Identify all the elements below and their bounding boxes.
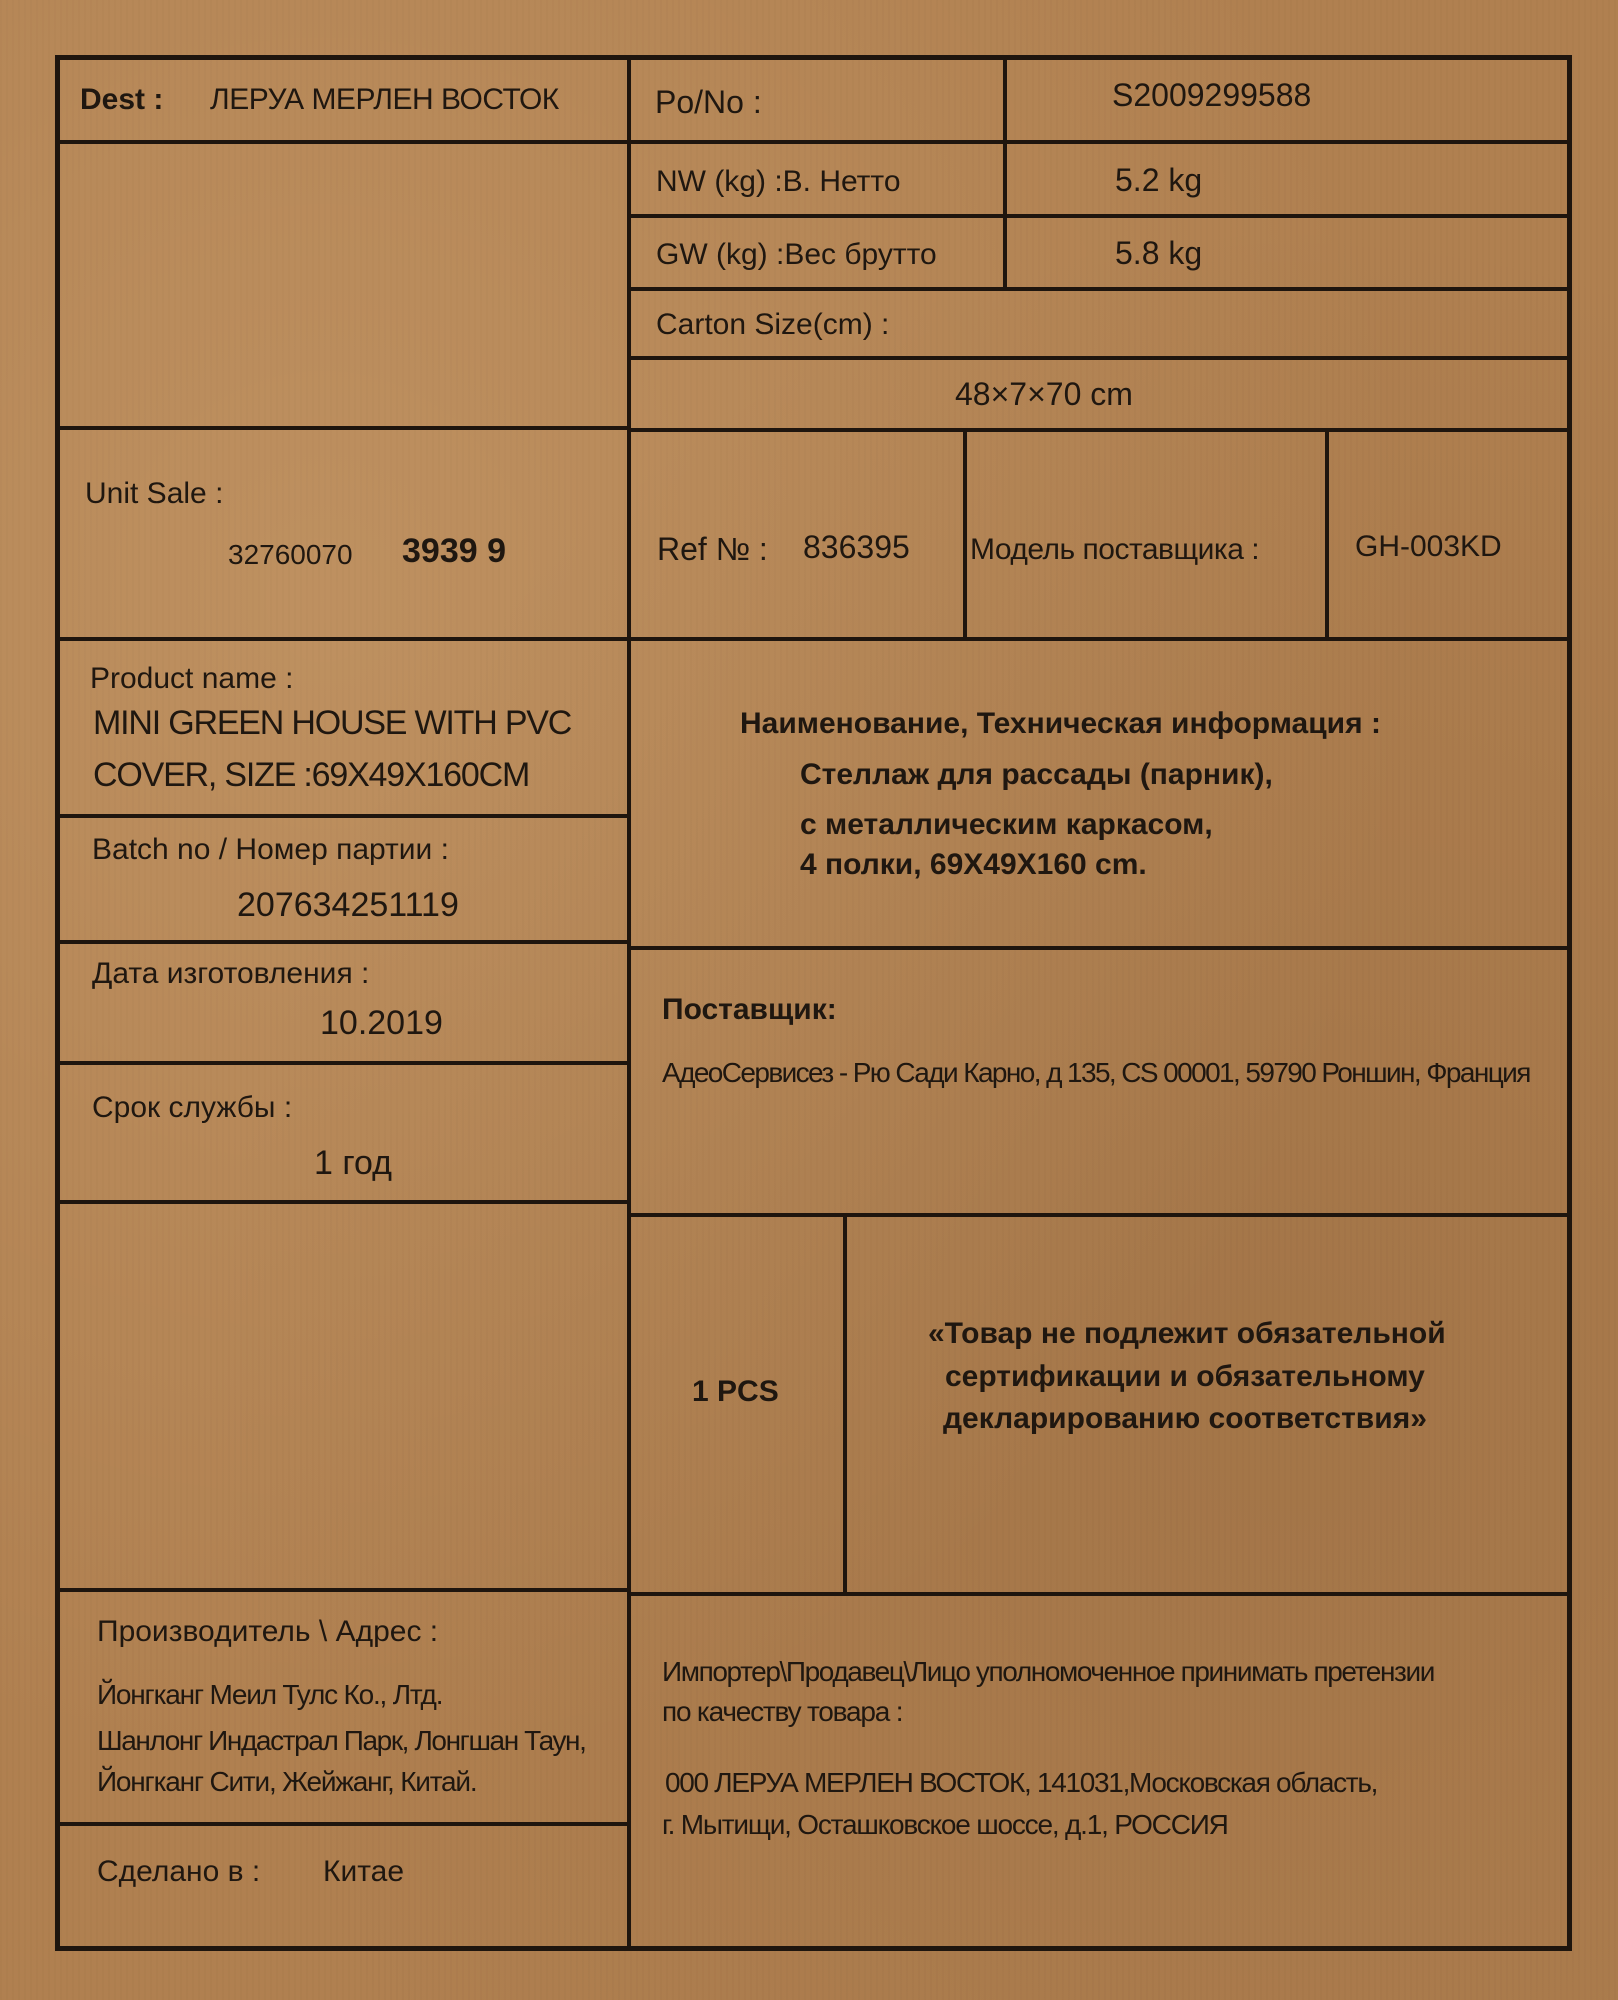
certification-line2: сертификации и обязательному (945, 1360, 1425, 1393)
model-value: GH-003KD (1355, 530, 1502, 563)
manufacturer-label: Производитель \ Адрес : (97, 1615, 439, 1648)
batch-label: Batch no / Номер партии : (92, 833, 449, 866)
manufacture-date-value: 10.2019 (320, 1004, 443, 1042)
certification-line1: «Товар не подлежит обязательной (928, 1317, 1446, 1350)
carton-label: Carton Size(cm) : (656, 308, 890, 341)
po-value: S2009299588 (1112, 77, 1312, 113)
importer-line1: Импортер\Продавец\Лицо уполномоченное принимать претензии (662, 1656, 1434, 1687)
nw-value: 5.2 kg (1115, 162, 1203, 198)
tech-info-label: Наименование, Техническая информация : (740, 707, 1381, 740)
importer-line3: 000 ЛЕРУА МЕРЛЕН ВОСТОК, 141031,Московская область, (665, 1767, 1378, 1798)
dest-value: ЛЕРУА МЕРЛЕН ВОСТОК (210, 83, 559, 116)
quantity-value: 1 PCS (692, 1375, 779, 1408)
unit-sale-label: Unit Sale : (85, 477, 224, 510)
manufacturer-line1: Йонгканг Меил Тулс Ко., Лтд. (97, 1679, 443, 1710)
manufacture-date-label: Дата изготовления : (92, 957, 370, 990)
importer-line2: по качеству товара : (662, 1696, 903, 1727)
unit-sale-code: 32760070 (228, 539, 353, 570)
origin-label: Сделано в : (97, 1855, 261, 1888)
supplier-label: Поставщик: (662, 993, 837, 1026)
gw-label: GW (kg) :Вес брутто (656, 238, 937, 271)
ref-value: 836395 (803, 529, 910, 565)
product-name-line1: MINI GREEN HOUSE WITH PVC (93, 704, 572, 742)
carton-value: 48×7×70 cm (955, 376, 1133, 412)
product-name-line2: COVER, SIZE :69X49X160CM (93, 756, 530, 794)
model-label: Модель поставщика : (970, 533, 1260, 566)
tech-info-line1: Стеллаж для рассады (парник), (800, 758, 1273, 791)
ref-label: Ref № : (657, 531, 768, 567)
product-name-label: Product name : (90, 662, 294, 695)
dest-label: Dest : (80, 83, 164, 116)
manufacturer-line2: Шанлонг Индастрал Парк, Лонгшан Таун, (97, 1725, 586, 1756)
tech-info-line3: 4 полки, 69X49X160 cm. (800, 848, 1147, 881)
manufacturer-line3: Йонгканг Сити, Жейжанг, Китай. (97, 1766, 477, 1797)
gw-value: 5.8 kg (1115, 235, 1203, 271)
unit-sale-code-bold: 3939 9 (402, 532, 506, 570)
service-life-value: 1 год (314, 1144, 393, 1182)
origin-value: Китае (323, 1855, 405, 1888)
po-label: Po/No : (655, 84, 762, 120)
nw-label: NW (kg) :В. Нетто (656, 165, 901, 198)
importer-line4: г. Мытищи, Осташковское шоссе, д.1, РОССИЯ (662, 1809, 1228, 1840)
tech-info-line2: с металлическим каркасом, (800, 808, 1213, 841)
supplier-value: АдеоСервисез - Рю Сади Карно, д 135, CS 00001, 59790 Роншин, Франция (662, 1057, 1530, 1088)
certification-line3: декларированию соответствия» (943, 1402, 1427, 1435)
service-life-label: Срок службы : (92, 1091, 293, 1124)
batch-value: 207634251119 (237, 886, 459, 924)
